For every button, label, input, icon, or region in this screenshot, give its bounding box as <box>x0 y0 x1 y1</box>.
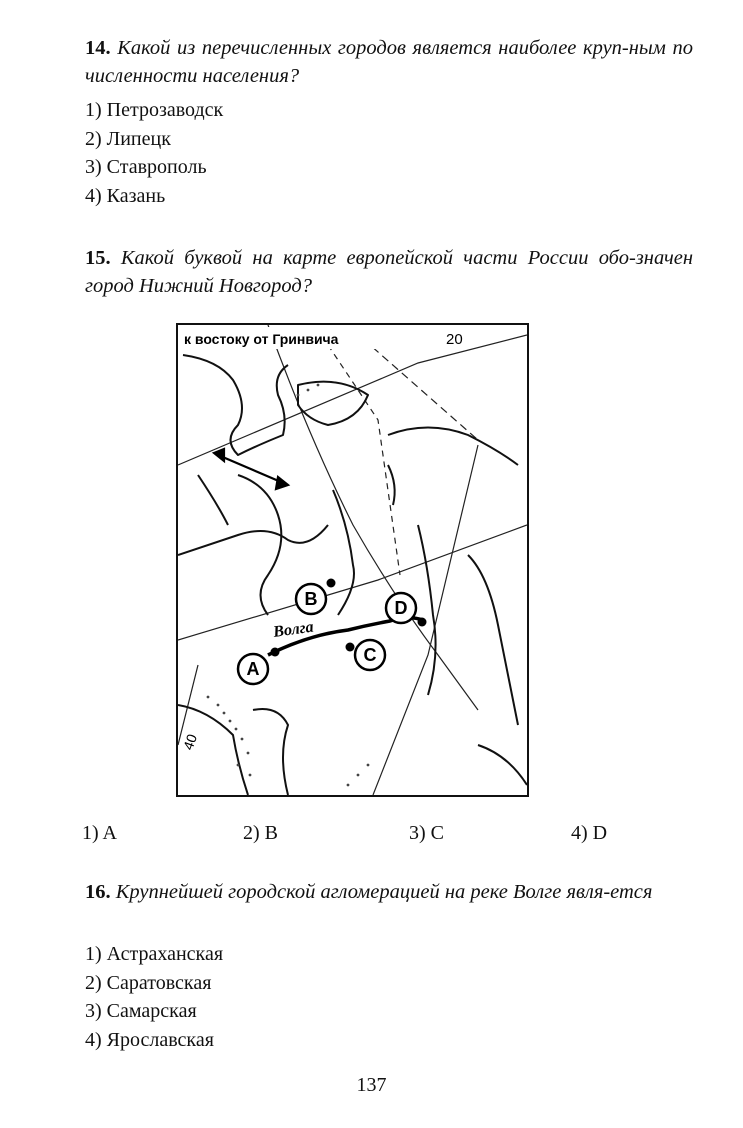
marker-a-label: A <box>246 659 260 679</box>
volga-label: Волга <box>272 618 315 641</box>
question-16-text: Крупнейшей городской агломерацией на реке Волге явля-ется <box>115 881 653 903</box>
question-15 <box>85 244 693 300</box>
q16-option-3[interactable]: 3) Самарская <box>85 1000 197 1022</box>
q15-option-1[interactable]: 1) A <box>82 822 117 844</box>
q14-option-3[interactable]: 3) Ставрополь <box>85 156 207 178</box>
marker-b-label: B <box>304 589 318 609</box>
question-14-options <box>85 96 223 210</box>
q16-option-4[interactable]: 4) Ярославская <box>85 1028 214 1051</box>
question-16-options <box>85 940 223 1054</box>
marker-c-label: C <box>363 645 377 665</box>
question-14 <box>85 34 693 90</box>
q15-option-4[interactable]: 4) D <box>571 822 608 844</box>
question-14-text: Какой из перечисленных городов является наиболее круп-ным по численности населения? <box>85 37 694 87</box>
q14-option-2[interactable]: 2) Липецк <box>85 127 171 150</box>
question-16 <box>85 878 693 906</box>
q14-option-4[interactable]: 4) Казань <box>85 184 166 207</box>
map-european-russia <box>176 323 529 797</box>
map-header-label: к востоку от Гринвича <box>184 331 339 347</box>
q16-option-2[interactable]: 2) Саратовская <box>85 971 212 994</box>
question-14-number: 14. <box>85 37 111 59</box>
q15-option-2[interactable]: 2) B <box>243 822 278 844</box>
meridian-top-label: 20 <box>446 331 463 348</box>
marker-d-label: D <box>394 598 408 618</box>
question-15-number: 15. <box>85 247 111 269</box>
q16-option-1[interactable]: 1) Астраханская <box>85 943 224 965</box>
question-16-number: 16. <box>85 881 111 903</box>
map-drawing <box>178 325 527 795</box>
question-15-text: Какой буквой на карте европейской части России обо-значен город Нижний Новгород? <box>85 247 693 297</box>
meridian-side-label: 40 <box>179 731 201 753</box>
page-number: 137 <box>356 1074 387 1096</box>
q15-option-3[interactable]: 3) C <box>409 822 444 844</box>
q14-option-1[interactable]: 1) Петрозаводск <box>85 99 224 121</box>
